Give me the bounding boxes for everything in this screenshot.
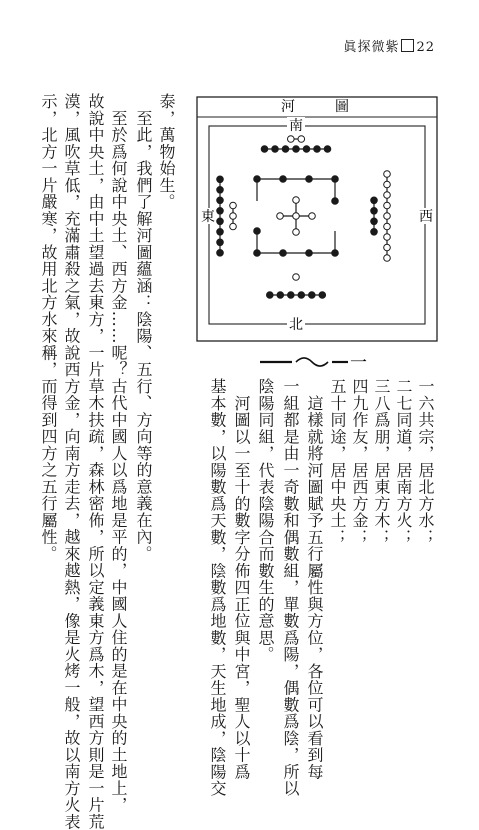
center-ten-dot: [306, 250, 313, 257]
text-line-5: 五十同途，居中央土；: [328, 378, 347, 546]
east-three-dot: [230, 202, 237, 209]
text-line-6: 這樣就將河圖賦予五行屬性與方位，各位可以看到每: [305, 378, 324, 780]
east-eight-dot: [217, 176, 224, 183]
east-eight-dot: [217, 229, 224, 236]
text-line-12: 至此，我們了解河圖蘊涵：陰陽、五行、方向等的意義在內。: [134, 93, 153, 562]
header-box-icon: [401, 39, 414, 52]
south-seven-dot: [293, 146, 300, 153]
text-line-10: 基本數，以陽數爲天數，陰數爲地數，天生地成，陰陽交: [208, 378, 227, 797]
south-two-dot: [288, 136, 295, 143]
south-seven-dot: [282, 146, 289, 153]
north-six-dot: [298, 292, 305, 299]
center-five-dot: [277, 213, 284, 220]
east-eight-dot: [217, 187, 224, 194]
west-nine-dot: [384, 202, 391, 209]
label-south: 南: [289, 118, 303, 134]
center-ten-dot: [332, 176, 339, 183]
east-eight-dot: [217, 208, 224, 215]
west-nine-dot: [384, 255, 391, 262]
south-seven-dot: [261, 146, 268, 153]
west-nine-dot: [384, 213, 391, 220]
text-line-16: 示，北方一片嚴寒，故用北方水來稱，而得到四方之五行屬性。: [39, 93, 58, 562]
label-west: 西: [419, 209, 433, 225]
inner-frame: [209, 126, 425, 324]
center-ten-dot: [306, 176, 313, 183]
east-eight-dot: [217, 218, 224, 225]
center-ten-dot: [280, 250, 287, 257]
north-six-dot: [267, 292, 274, 299]
hetu-dot-groups: [217, 136, 391, 299]
text-line-2: 二七同道，居南方火；: [394, 378, 413, 546]
center-five-dot: [293, 229, 300, 236]
north-six-dot: [288, 292, 295, 299]
caption-number: 一: [350, 353, 367, 373]
text-line-11: 泰，萬物始生。: [157, 93, 176, 211]
center-ten-dot: [332, 198, 339, 205]
east-eight-dot: [217, 197, 224, 204]
caption-tilde: [296, 358, 328, 366]
text-line-13: 至於爲何說中央土、西方金……呢？古代中國人以爲地是平的，中國人住的是在中央的土地上，: [109, 93, 128, 814]
hetu-diagram: [193, 95, 440, 345]
page-number: 22: [416, 40, 435, 55]
label-north: 北: [289, 317, 303, 333]
east-eight-dot: [217, 239, 224, 246]
west-nine-dot: [384, 181, 391, 188]
south-seven-dot: [303, 146, 310, 153]
south-seven-dot: [324, 146, 331, 153]
west-nine-dot: [384, 234, 391, 241]
west-four-dot: [371, 218, 378, 225]
page-header: [343, 36, 435, 55]
west-nine-dot: [384, 223, 391, 230]
east-three-dot: [230, 223, 237, 230]
south-seven-dot: [272, 146, 279, 153]
west-four-dot: [371, 208, 378, 215]
north-one-dot: [293, 274, 300, 281]
header-title: 眞探微紫: [343, 40, 400, 55]
text-line-14: 故說中央土，由中土望過去東方，一片草木扶疏，森林密佈，所以定義東方爲木，望西方則是一片荒: [86, 93, 105, 830]
text-line-15: 漠，風吹草低，充滿肅殺之氣，故說西方金，向南方走去，越來越熱，像是火烤一般，故以南方火表: [62, 93, 81, 830]
text-line-4: 四九作友，居西方金；: [350, 378, 369, 546]
north-six-dot: [277, 292, 284, 299]
text-line-7: 一組都是由一奇數和偶數組，單數爲陽，偶數爲陰，所以: [281, 378, 300, 797]
center-ten-dot: [280, 176, 287, 183]
center-five-dot: [293, 197, 300, 204]
text-line-8: 陰陽同組，代表陰陽合而數生的意思。: [256, 378, 275, 663]
text-line-9: 河圖以一至十的數字分佈四正位與中宮，聖人以十爲: [232, 378, 251, 780]
east-eight-dot: [217, 250, 224, 257]
center-five-dot: [293, 213, 300, 220]
west-nine-dot: [384, 244, 391, 251]
center-ten-dot: [254, 176, 261, 183]
diagram-title: 河 圖: [281, 99, 353, 115]
east-three-dot: [230, 213, 237, 220]
text-line-1: 一六共宗，居北方水；: [416, 378, 435, 546]
figure-caption: [258, 350, 374, 374]
center-ten-dot: [332, 250, 339, 257]
center-ten-dot: [254, 228, 261, 235]
west-nine-dot: [384, 171, 391, 178]
label-east: 東: [201, 209, 215, 225]
north-six-dot: [319, 292, 326, 299]
west-four-dot: [371, 197, 378, 204]
north-six-dot: [309, 292, 316, 299]
west-four-dot: [371, 229, 378, 236]
center-five-dot: [309, 213, 316, 220]
south-seven-dot: [314, 146, 321, 153]
south-two-dot: [298, 136, 305, 143]
text-line-3: 三八爲朋，居東方木；: [372, 378, 391, 546]
center-ten-dot: [254, 250, 261, 257]
west-nine-dot: [384, 192, 391, 199]
